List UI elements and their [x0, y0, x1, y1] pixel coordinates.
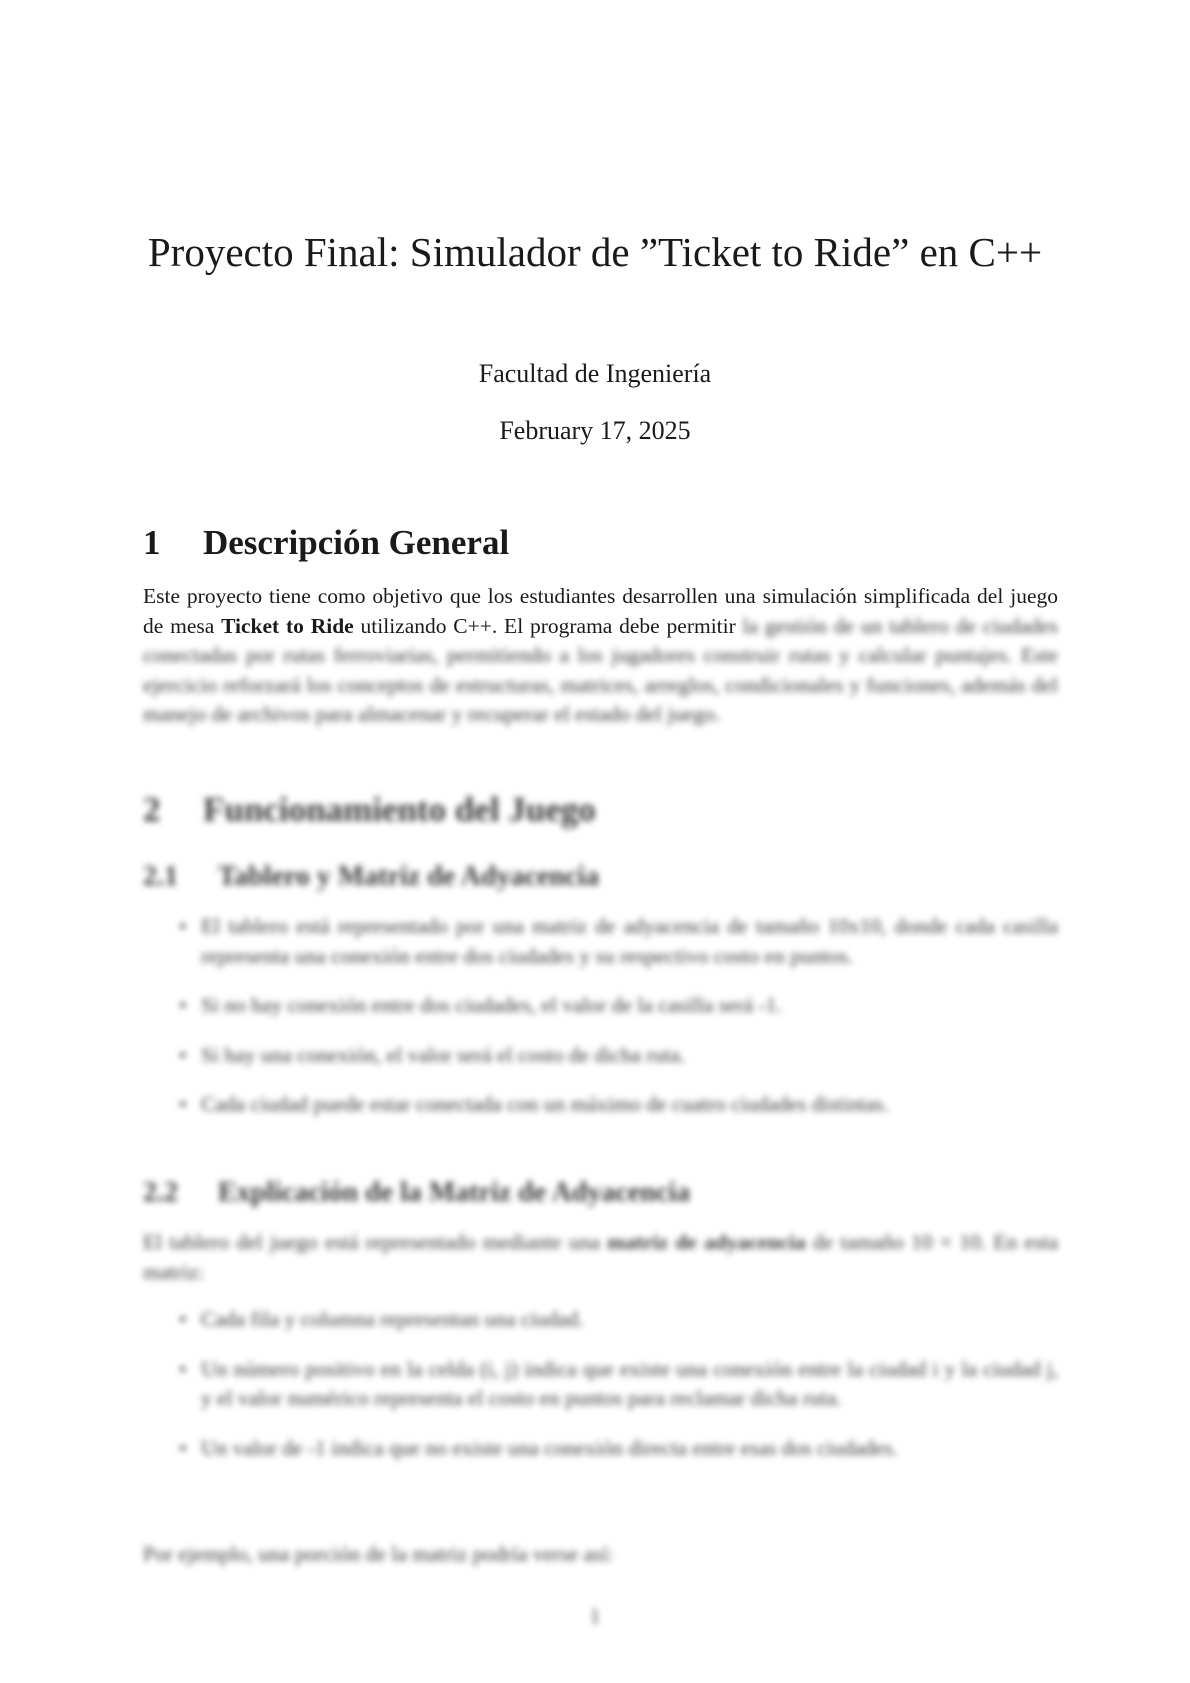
subsection-2-1-heading: [143, 860, 599, 894]
paragraph-blurred-text: la gestión de un tablero de ciudades conectadas por rutas ferroviarias, permitiendo a los jugadores construir rutas y calcular puntajes. Este ejercicio reforzará los conceptos de estructuras, matrices, arreglos, condicionales y funciones, además del manejo de archivos para almacenar y recuperar el estado del juego.: [143, 613, 1059, 726]
list-item: • Si hay una conexión, el valor será el costo de dicha ruta.: [143, 1041, 1058, 1071]
bullet-icon: •: [179, 1092, 187, 1116]
bullet-icon: •: [179, 914, 187, 938]
subsection-title: Explicación de la Matriz de Adyacencia: [218, 1177, 691, 1208]
list-item: • El tablero está representado por una matriz de adyacencia de tamaño 10x10, donde cada casilla representa una conexión entre dos ciudades y su respectivo costo en puntos.: [179, 914, 1058, 968]
list-item: • Cada ciudad puede estar conectada con un máximo de cuatro ciudades distintas.: [143, 1090, 1058, 1120]
bullet-icon: •: [179, 1042, 187, 1067]
subsection-title: Tablero y Matriz de Adyacencia: [218, 861, 600, 892]
subsection-2-2-list: [143, 1305, 1058, 1483]
list-item: • Cada fila y columna representan una ciudad.: [143, 1305, 1058, 1335]
section-1-paragraph: [143, 582, 1058, 730]
closing-paragraph: Por ejemplo, una porción de la matriz podría verse así:: [143, 1542, 614, 1566]
list-item: • Un valor de -1 indica que no existe una conexión directa entre esas dos ciudades.: [143, 1434, 1058, 1464]
paragraph-bold-text: Ticket to Ride: [221, 613, 354, 638]
section-2-heading: [143, 790, 596, 830]
page-number: 1: [589, 1604, 601, 1628]
section-title: Descripción General: [203, 523, 510, 562]
subsection-2-2-heading: [143, 1176, 690, 1210]
section-number: 1: [143, 523, 161, 562]
document-date: February 17, 2025: [499, 416, 691, 445]
subsection-2-1-list: [143, 912, 1058, 1140]
subsection-2-2-paragraph: El tablero del juego está representado mediante una matriz de adyacencia de tamaño 10 × 10. En esta matriz:: [143, 1230, 1058, 1284]
document-author: Facultad de Ingeniería: [478, 359, 712, 388]
section-number: 2: [143, 790, 161, 829]
paragraph-text: utilizando C++. El programa debe permitir: [353, 613, 736, 638]
subsection-number: 2.2: [143, 1177, 178, 1208]
bullet-icon: •: [179, 1307, 187, 1331]
bullet-icon: •: [179, 1356, 187, 1381]
paragraph-text: Este proyecto tiene como objetivo que los estudiantes desarrollen una simulación simplificada del juego de mesa: [143, 584, 1058, 638]
section-title: Funcionamiento del Juego: [203, 790, 596, 829]
subsection-number: 2.1: [143, 861, 178, 892]
section-1-heading: [143, 523, 509, 563]
bullet-icon: •: [179, 1435, 187, 1460]
document-title: Proyecto Final: Simulador de ”Ticket to Ride” en C++: [147, 229, 1043, 275]
bullet-icon: •: [179, 993, 187, 1017]
list-item: • Si no hay conexión entre dos ciudades, el valor de la casilla será -1.: [143, 991, 1058, 1021]
list-item: • Un número positivo en la celda (i, j) indica que existe una conexión entre la ciudad i y la ciudad j, y el valor numérico representa el costo en puntos para reclamar dicha ruta.: [179, 1356, 1058, 1410]
